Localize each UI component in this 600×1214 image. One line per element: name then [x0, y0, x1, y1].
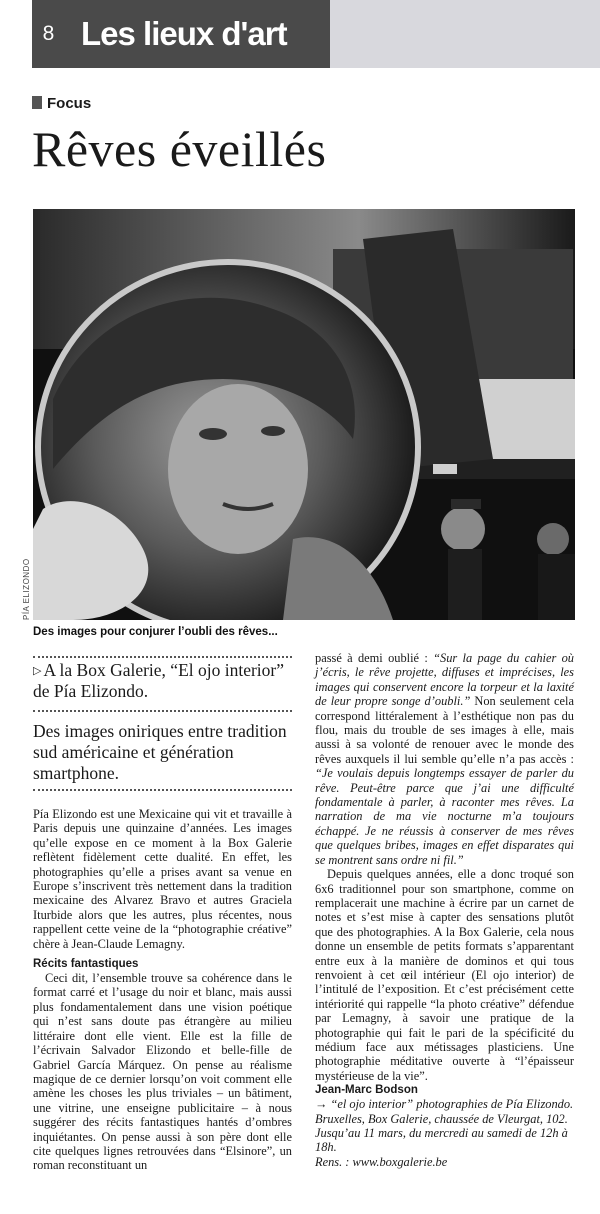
photo-credit: PÍA ELIZONDO [22, 558, 31, 620]
exhibition-info: → “el ojo interior” photographies de Pía Elizondo. Bruxelles, Box Galerie, chaussée de Vleurgat, 102. Jusqu’au 11 mars, du mercredi au samedi de 12h à 18h. [315, 1097, 574, 1155]
divider-top [33, 656, 292, 658]
paragraph-quotes-lead: passé à demi oublié : [315, 651, 434, 665]
column-right [315, 651, 574, 1169]
page-header [32, 0, 600, 68]
page-number: 8 [32, 0, 65, 68]
subhead-recits: Récits fantastiques [33, 958, 139, 971]
photo-mirror-portrait-image [33, 209, 575, 620]
paragraph-recits: Ceci dit, l’ensemble trouve sa cohérence dans le format carré et l’usage du noir et blanc, mais aussi plus fondamentalement dans une vision poétique qui n’est sans doute pas étrangère au milieu littéraire dont elle vient. Elle est la fille de l’écrivain Salvador Elizondo et belle-fille de Gabriel García Márquez. On pense au réalisme magique de ce dernier lorsqu’on voit comment elle amène les choses les plus triviales – un bâtiment, une vitrine, une enseigne publicitaire – à nous suggérer des récits fantastiques hantés d’ombres inquiétantes. On pense aussi à son père dont elle cite quelques lignes retrouvées dans “Elsinore”, un roman reconstituant un [33, 971, 292, 1173]
header-band [330, 0, 600, 68]
author-signature: Jean-Marc Bodson [315, 1084, 418, 1097]
paragraph-quotes [315, 651, 574, 867]
rubric-label: Focus [47, 95, 92, 112]
exhibition-website: Rens. : www.boxgalerie.be [315, 1154, 448, 1169]
triangle-arrow-icon: ▷ [33, 664, 42, 677]
deck-sub: Des images oniriques entre tradition sud américaine et génération smartphone. [33, 721, 287, 783]
rubric [32, 95, 91, 113]
paragraph-intro: Pía Elizondo est une Mexicaine qui vit et travaille à Paris depuis une quinzaine d’années. Les images qu’elle expose en ce moment à la Box Galerie reflètent fidèlement cette dualité. En effet, les photographies qu’elle a prises avant sa venue en Europe s’inscrivent très nettement dans la tradition mexicaine des Alvarez Bravo et autres Graciela Iturbide alors que les autres, plus récentes, nous rappellent cette veine de la “photographie créative” chère à Jean-Claude Lemagny. [33, 807, 292, 951]
rubric-square-icon [32, 96, 42, 109]
column-left [33, 807, 292, 1173]
deck-lead-text: A la Box Galerie, “El ojo interior” de Pía Elizondo. [33, 660, 285, 701]
section-title: Les lieux d'art [65, 0, 330, 68]
quote-elsinore: “Sur la page du cahier où j’écris, le rêve projette, diffuses et imprécises, les images qui conservent encore la torpeur et la laxité de leur propre songe d’oubli.” [315, 651, 574, 709]
article-title: Rêves éveillés [32, 121, 327, 177]
photo-caption: Des images pour conjurer l’oubli des rêves... [33, 626, 278, 638]
deck-lead [33, 660, 292, 702]
article-photo [33, 209, 575, 620]
divider-bottom [33, 789, 292, 791]
paragraph-quotes-middle: Non seulement cela correspond littéralement à l’esthétique non pas du flou, mais du trouble de ses images à elle, mais aussi à sa volonté de renouer avec le monde des rêves auxquels il lui semble qu’elle n’a pas accès : [315, 694, 574, 766]
paragraph-smartphone: Depuis quelques années, elle a donc troqué son 6x6 traditionnel pour son smartphone, comme on remplacerait une machine à écrire par un carnet de notes et s’est mise à capter des sensations plutôt que des photographies. A la Box Galerie, cela nous donne un ensemble de petits formats s’apparentant entre eux à la manière de dominos et qui tous renvoient à cet œil intérieur (El ojo interior) de l’intitulé de l’exposition. Et c’est précisément cette intériorité qui rappelle “la photo créative” défendue par Lemagny, à savoir une pratique de la photographie qui fait le pari de la spécificité du médium face aux métissages plasticiens. Une photographie méditative ouverte à “l’épaisseur mystérieuse de la vie”. [315, 867, 574, 1083]
quote-artist: “Je voulais depuis longtemps essayer de parler du rêve. Peut-être parce que j’ai une difficulté fondamentale à parler, à raconter mes rêves. La narration de ma vie nocturne m’a toujours échappé. Je ne réussis à conserver de mes rêves que quelques bribes, images en effet disparates qui se montrent sans ordre ni fil.” [315, 766, 574, 867]
divider-middle [33, 710, 292, 712]
